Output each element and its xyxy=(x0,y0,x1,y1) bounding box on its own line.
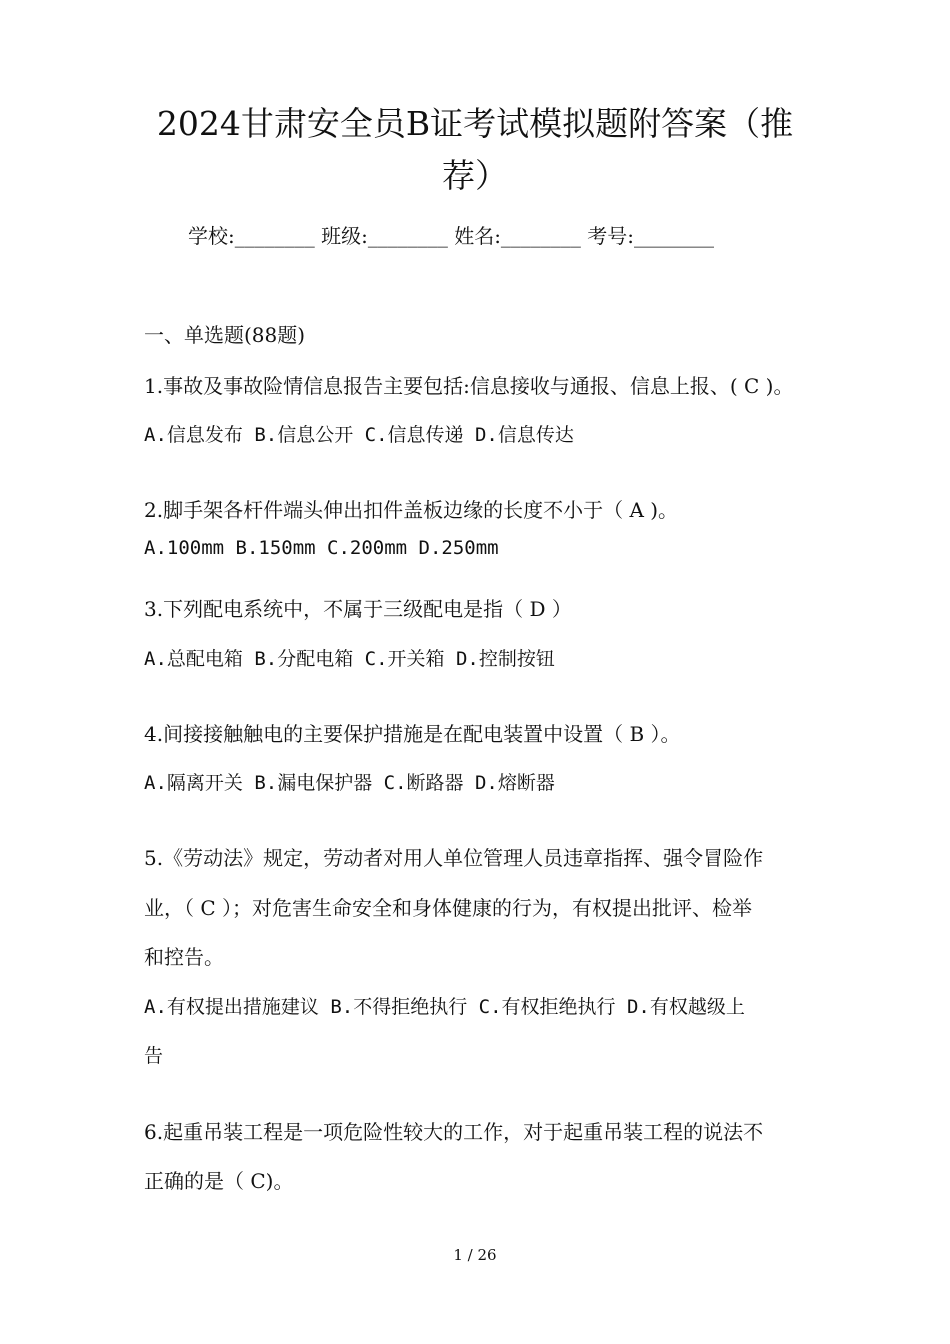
page-indicator: 1 / 26 xyxy=(453,1246,497,1264)
question-4-options-line-1: A.隔离开关 B.漏电保护器 C.断路器 D.熔断器 xyxy=(144,772,555,794)
question-3-stem-line-1: 3.下列配电系统中，不属于三级配电是指（ D ） xyxy=(144,597,572,621)
question-1-options-line-1: A.信息发布 B.信息公开 C.信息传递 D.信息传达 xyxy=(144,424,574,446)
question-5-options-line-1: A.有权提出措施建议 B.不得拒绝执行 C.有权拒绝执行 D.有权越级上 xyxy=(144,996,745,1018)
question-6-stem-line-2: 正确的是（ C)。 xyxy=(144,1169,294,1193)
question-5-options-line-2: 告 xyxy=(144,1045,164,1067)
question-5-stem-line-1: 5.《劳动法》规定，劳动者对用人单位管理人员违章指挥、强令冒险作 xyxy=(144,846,764,870)
question-4-stem-line-1: 4.间接接触触电的主要保护措施是在配电装置中设置（ B ）。 xyxy=(144,722,681,746)
document-title-line-2: 荐） xyxy=(442,156,508,195)
question-2-options-line-1: A.100mm B.150mm C.200mm D.250mm xyxy=(144,537,499,559)
section-heading: 一、单选题(88题) xyxy=(144,323,306,347)
question-2-stem-line-1: 2.脚手架各杆件端头伸出扣件盖板边缘的长度不小于（ A )。 xyxy=(144,498,679,522)
question-5-stem-line-3: 和控告。 xyxy=(144,945,224,969)
question-3-options-line-1: A.总配电箱 B.分配电箱 C.开关箱 D.控制按钮 xyxy=(144,648,555,670)
question-5-stem-line-2: 业，（ C ）；对危害生命安全和身体健康的行为，有权提出批评、检举 xyxy=(144,896,753,920)
document-title-line-1: 2024甘肃安全员B证考试模拟题附答案（推 xyxy=(156,104,794,143)
student-info-line: 学校:________ 班级:________ 姓名:________ 考号:________ xyxy=(188,224,715,248)
question-6-stem-line-1: 6.起重吊装工程是一项危险性较大的工作，对于起重吊装工程的说法不 xyxy=(144,1120,764,1144)
question-1-stem-line-1: 1.事故及事故险情信息报告主要包括:信息接收与通报、信息上报、( C )。 xyxy=(144,374,794,398)
